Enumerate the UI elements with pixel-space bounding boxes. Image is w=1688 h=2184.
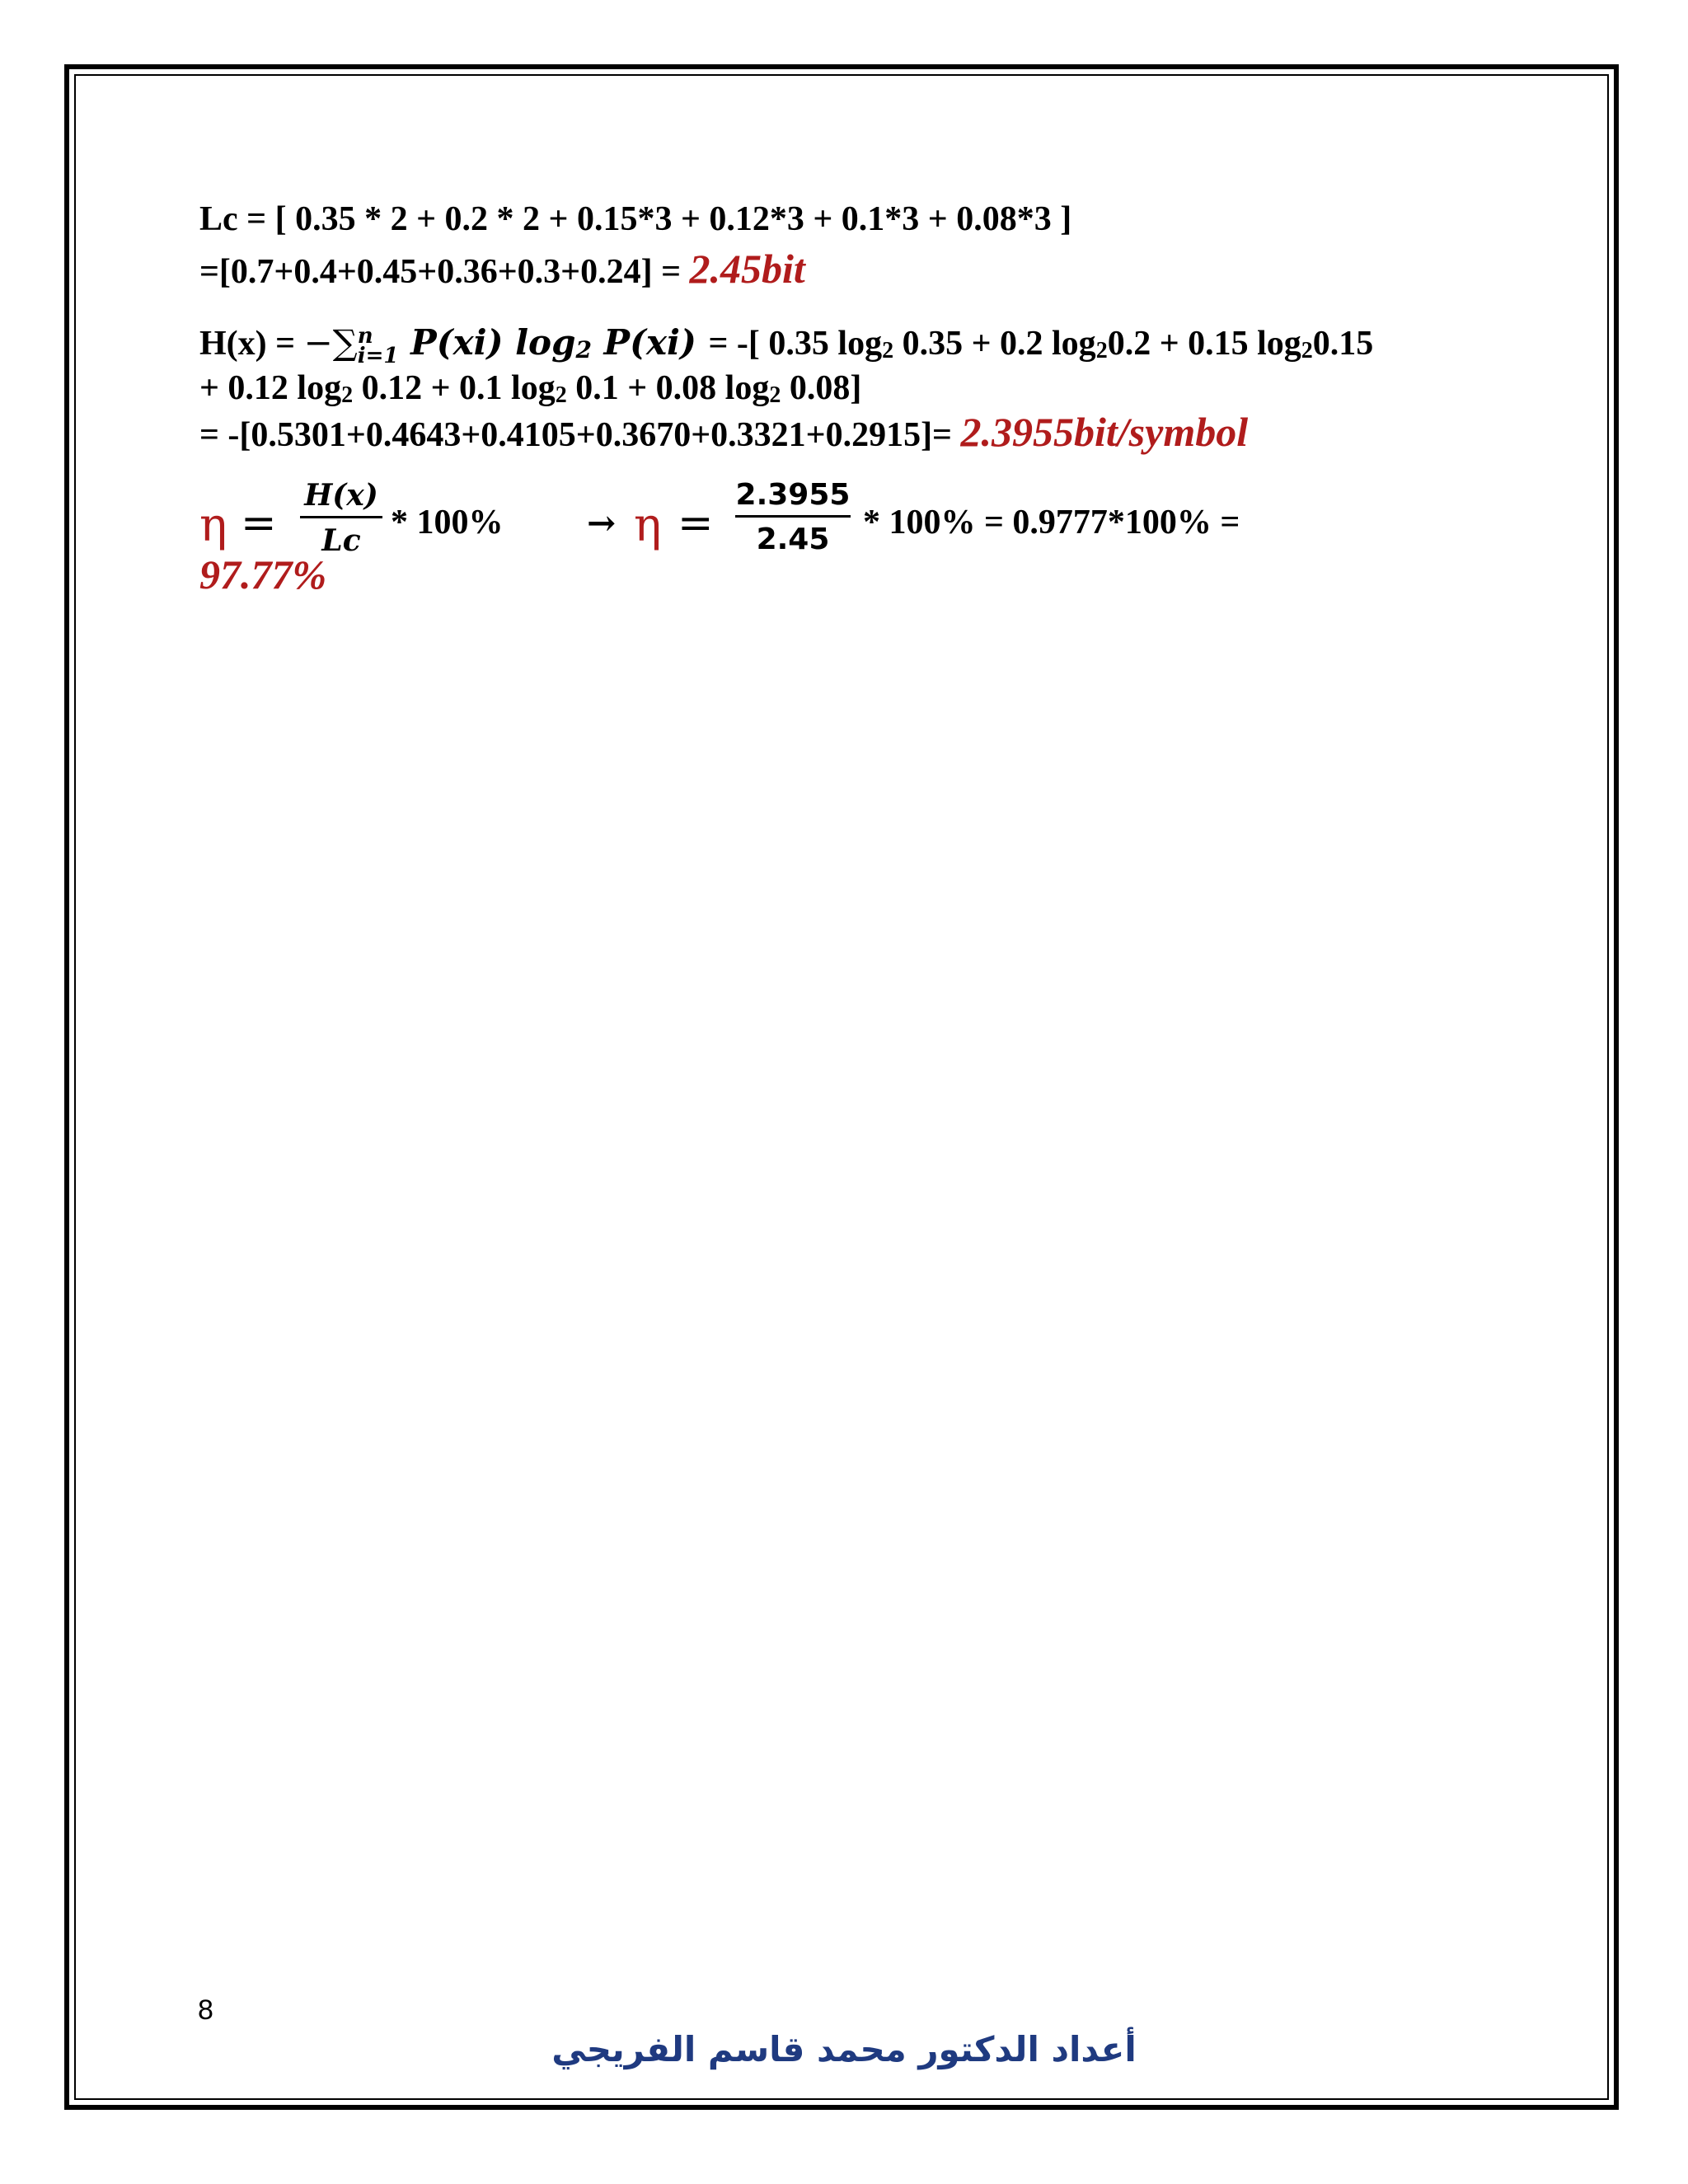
times-100-percent: * 100% (391, 504, 504, 541)
entropy-line2-d: 0.08] (781, 369, 862, 407)
efficiency-calc: * 100% = 0.9777*100% = (863, 504, 1240, 541)
summation-upper: n (357, 324, 373, 349)
summation-limits (357, 324, 399, 369)
fraction-values (735, 478, 851, 556)
fraction-numerator: H(x) (300, 478, 382, 518)
minus-sign: − (303, 322, 333, 363)
lc-formula: Lc = [ 0.35 * 2 + 0.2 * 2 + 0.15*3 + 0.12*3 + 0.1*3 + 0.08*3 ] (199, 200, 1072, 238)
page-number: 8 (198, 1994, 213, 2026)
entropy-line2-b: 0.12 + 0.1 log (353, 369, 556, 407)
fraction-denominator: Lc (321, 523, 361, 558)
entropy-result: 2.3955bit/symbol (960, 409, 1249, 455)
log-base: 2 (341, 382, 354, 408)
entropy-rhs-1: = -[ 0.35 log (708, 325, 883, 363)
summation-symbol: ∑ (332, 322, 358, 363)
log-base: 2 (555, 382, 567, 408)
fraction-numerator: 2.3955 (735, 478, 851, 518)
entropy-line-1 (199, 321, 1373, 373)
log-base: 2 (1095, 338, 1108, 363)
lc-line-2 (199, 247, 805, 293)
entropy-lhs: H(x) = (199, 325, 304, 363)
entropy-term-2: P(xi) (591, 322, 709, 363)
entropy-values: = -[0.5301+0.4643+0.4105+0.3670+0.3321+0.2915]= (199, 416, 961, 454)
entropy-line-3 (199, 410, 1248, 457)
efficiency-equation (199, 478, 1601, 598)
log-base: 2 (882, 338, 894, 363)
entropy-term-1: P(xi) log (398, 322, 576, 363)
entropy-rhs-2: 0.35 + 0.2 log (893, 325, 1096, 363)
summation-lower: i=1 (357, 344, 399, 369)
lc-line-1 (199, 198, 1071, 241)
footer-author: أعداد الدكتور محمد قاسم الفريجي (551, 2029, 1137, 2069)
equals-sign: = (241, 499, 277, 548)
eta-symbol: η (199, 499, 227, 552)
log-base: 2 (1301, 338, 1313, 363)
log-base: 2 (575, 336, 592, 363)
entropy-line2-a: + 0.12 log (199, 369, 342, 407)
arrow-icon: → (587, 503, 617, 543)
entropy-line2-c: 0.1 + 0.08 log (566, 369, 770, 407)
fraction-denominator: 2.45 (756, 523, 830, 556)
efficiency-result: 97.77% (199, 551, 327, 598)
entropy-rhs-3: 0.2 + 0.15 log (1107, 325, 1301, 363)
eta-symbol: η (634, 499, 662, 552)
fraction-h-over-lc (300, 478, 382, 558)
log-base: 2 (769, 382, 781, 408)
entropy-line-2 (199, 367, 861, 417)
equals-sign: = (678, 499, 714, 548)
lc-result: 2.45bit (689, 246, 805, 292)
entropy-rhs-4: 0.15 (1312, 325, 1374, 363)
lc-expansion: =[0.7+0.4+0.45+0.36+0.3+0.24] = (199, 253, 690, 291)
